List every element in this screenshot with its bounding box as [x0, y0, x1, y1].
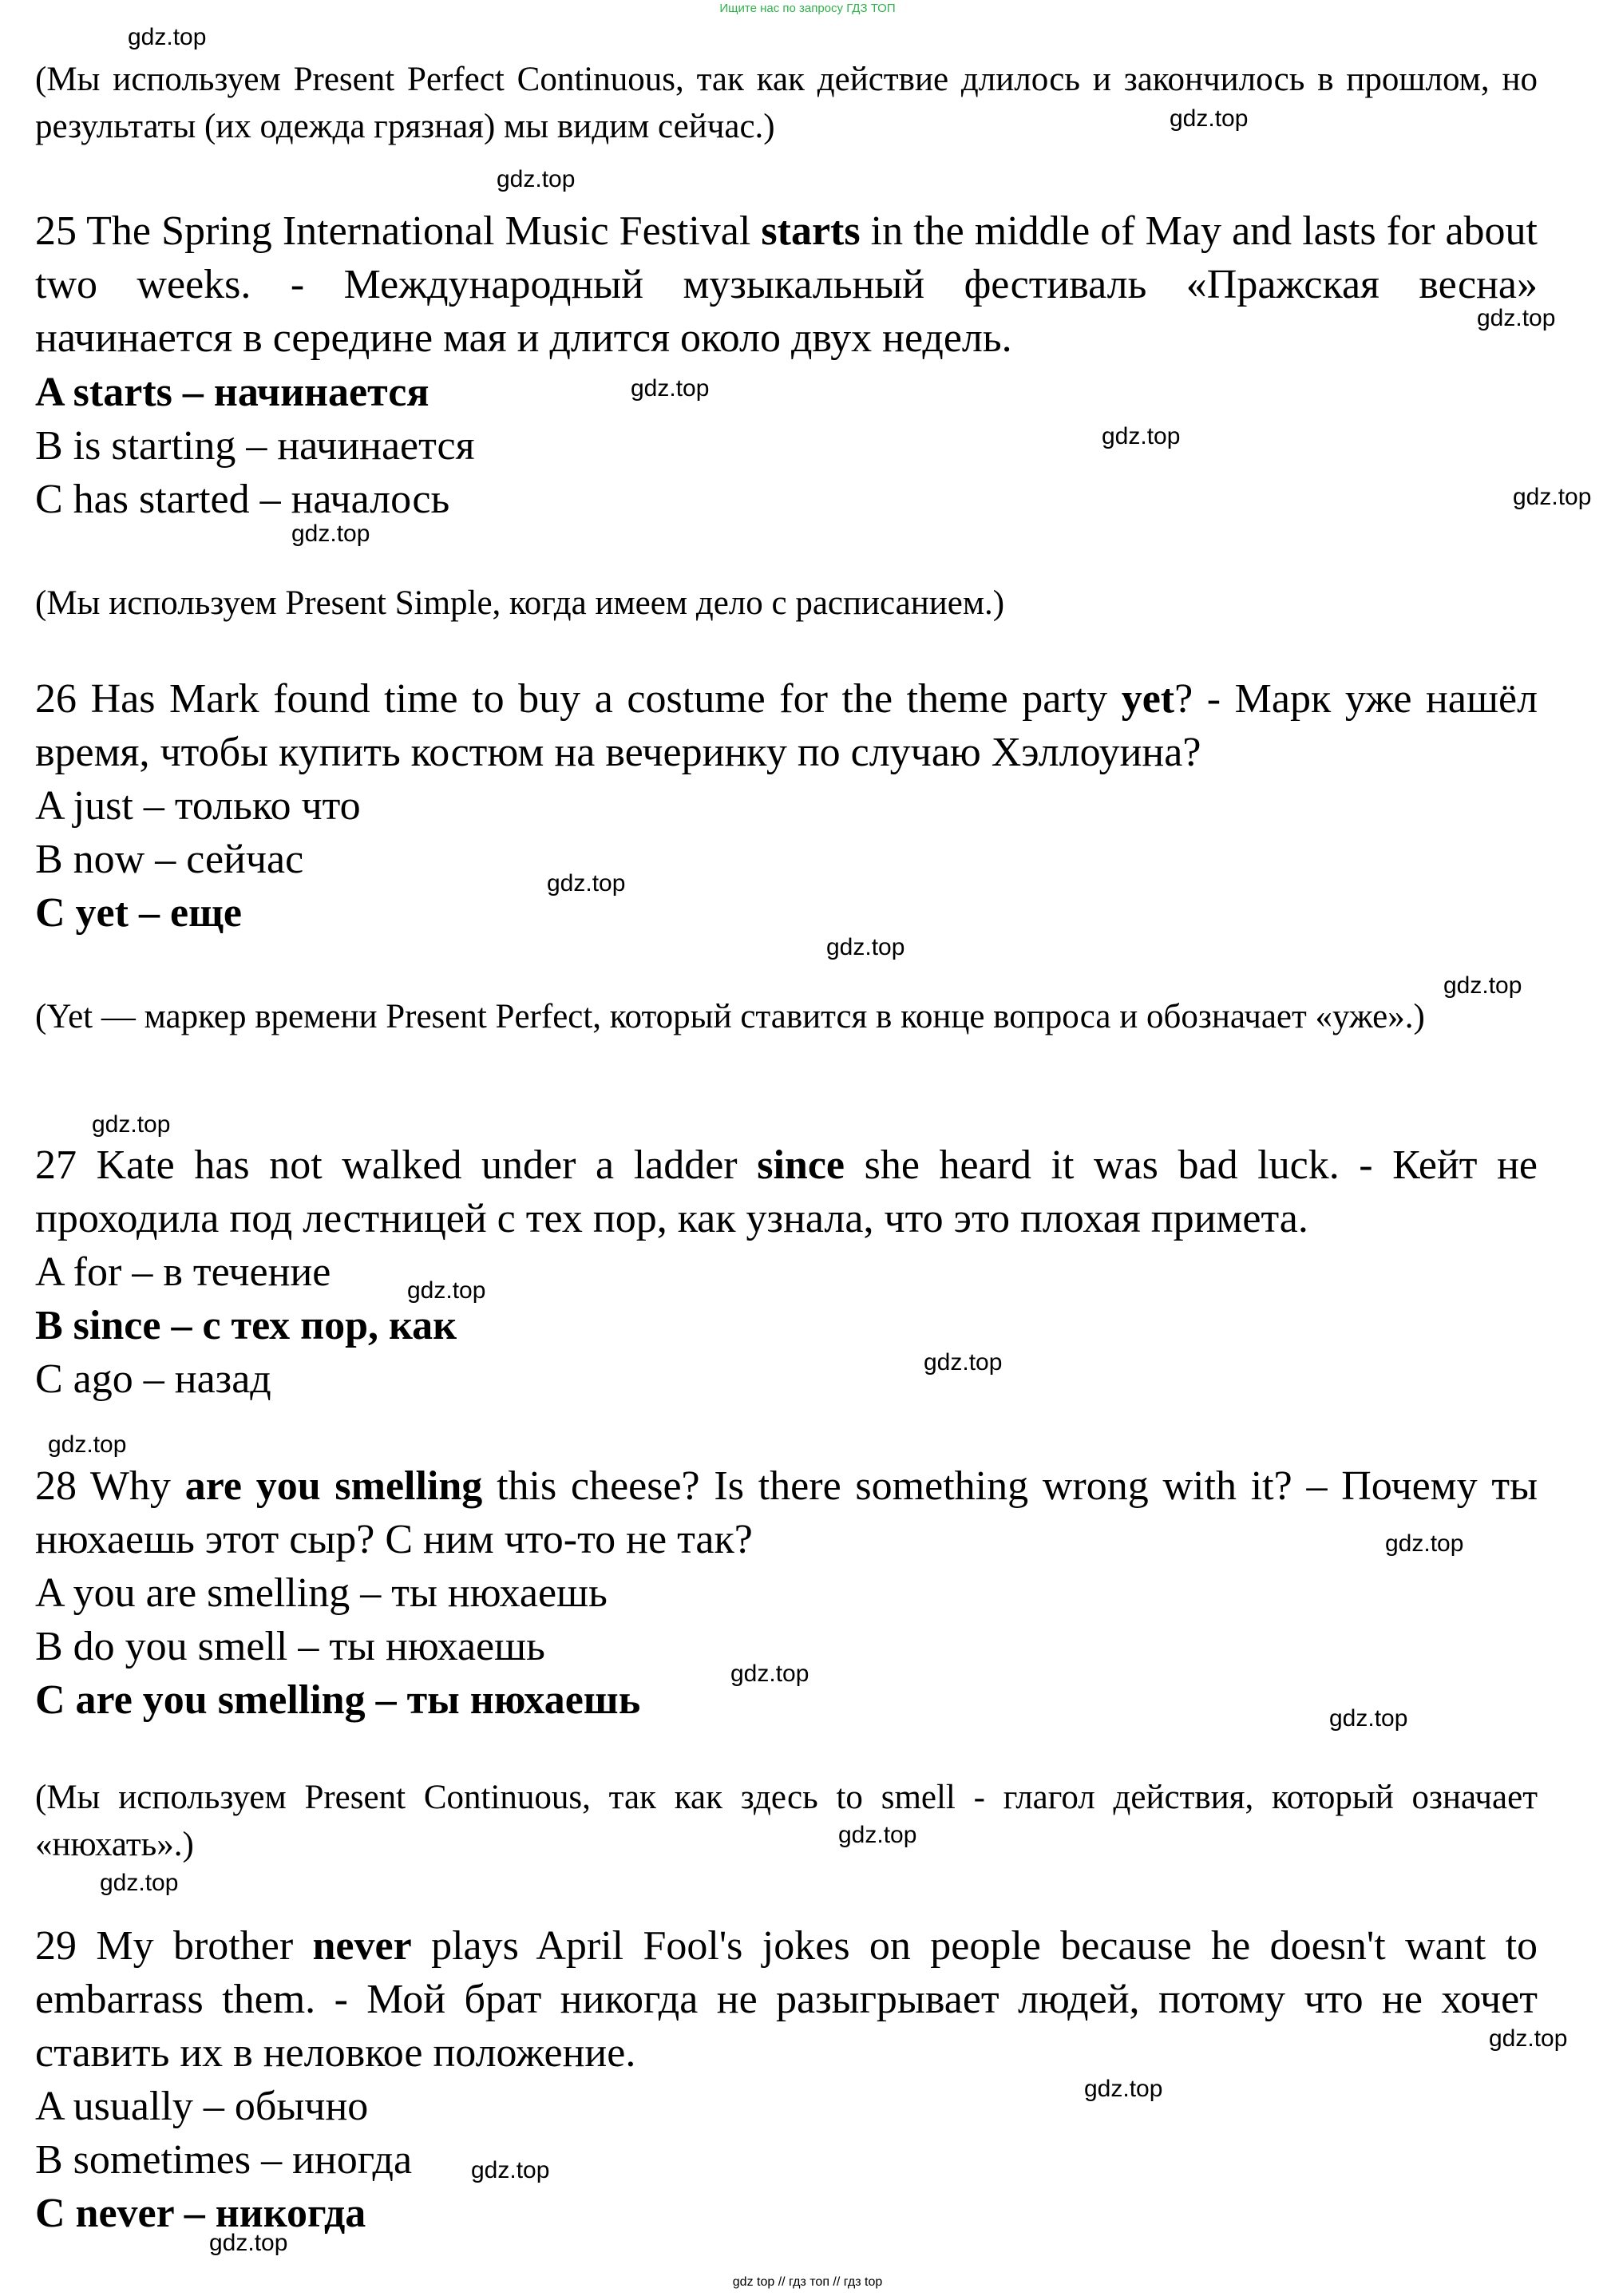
question-text-after: in the middle of May and lasts for about two weeks. - Международный музыкальный фестиваль «Пражская весна» начинается в середине мая и длится около двух недель.: [35, 208, 1538, 361]
watermark: gdz.top: [1329, 1705, 1408, 1732]
watermark: gdz.top: [730, 1661, 809, 1687]
question-text-before: Why: [89, 1463, 171, 1509]
watermark: gdz.top: [48, 1431, 127, 1458]
watermark: gdz.top: [631, 375, 710, 402]
question-text-before: My brother: [96, 1923, 294, 1969]
option-c: C never – никогда: [35, 2191, 366, 2236]
question-keyword: are you smelling: [184, 1463, 483, 1509]
watermark: gdz.top: [826, 934, 905, 960]
option-a: A just – только что: [35, 783, 361, 829]
option-a: A for – в течение: [35, 1249, 331, 1295]
option-c: C are you smelling – ты нюхаешь: [35, 1677, 641, 1723]
question-text-before: Kate has not walked under a ladder: [96, 1142, 738, 1188]
question-25: [35, 204, 1538, 365]
watermark: gdz.top: [471, 2157, 550, 2183]
watermark: gdz.top: [1513, 484, 1592, 510]
note-28: (Мы используем Present Continuous, так как здесь to smell - глагол действия, который означает «нюхать».): [35, 1779, 1538, 1863]
watermark: gdz.top: [92, 1111, 171, 1138]
question-keyword: starts: [761, 208, 861, 254]
question-text-before: The Spring International Music Festival: [86, 208, 751, 254]
watermark: gdz.top: [407, 1277, 486, 1304]
question-text-before: Has Mark found time to buy a costume for the theme party: [90, 676, 1108, 722]
option-b: B do you smell – ты нюхаешь: [35, 1624, 545, 1669]
watermark: gdz.top: [497, 166, 576, 192]
question-text-after: this cheese? Is there something wrong with it? – Почему ты нюхаешь этот сыр? С ним что-то не так?: [35, 1463, 1538, 1562]
question-text-after: ? - Марк уже нашёл время, чтобы купить костюм на вечеринку по случаю Хэллоуина?: [35, 676, 1538, 775]
watermark: gdz.top: [924, 1349, 1003, 1376]
question-27: [35, 1138, 1538, 1245]
question-number: 26: [35, 676, 77, 722]
question-text-after: plays April Fool's jokes on people because he doesn't want to embarrass them. - Мой брат никогда не разыгрывает людей, потому что не хочет ставить их в неловкое положение.: [35, 1923, 1538, 2076]
question-keyword: since: [757, 1142, 845, 1188]
question-26: [35, 672, 1538, 779]
watermark: gdz.top: [1385, 1530, 1464, 1557]
note-26: (Yet — маркер времени Present Perfect, который ставится в конце вопроса и обозначает «уже».): [35, 998, 1425, 1035]
question-29: [35, 1919, 1538, 2080]
option-b: B is starting – начинается: [35, 423, 475, 469]
question-text-after: she heard it was bad luck. - Кейт не проходила под лестницей с тех пор, как узнала, что это плохая примета.: [35, 1142, 1538, 1241]
watermark: gdz.top: [547, 870, 626, 897]
watermark: gdz.top: [209, 2230, 288, 2256]
question-number: 28: [35, 1463, 77, 1509]
watermark: gdz.top: [1477, 305, 1556, 331]
question-28: [35, 1459, 1538, 1566]
question-number: 29: [35, 1923, 77, 1969]
watermark: gdz.top: [100, 1870, 179, 1896]
watermark: gdz.top: [291, 521, 370, 547]
question-number: 27: [35, 1142, 77, 1188]
question-number: 25: [35, 208, 77, 254]
question-keyword: yet: [1121, 676, 1175, 722]
option-b: B sometimes – иногда: [35, 2137, 413, 2183]
watermark: gdz.top: [838, 1822, 917, 1848]
watermark: gdz.top: [1084, 2076, 1163, 2102]
option-a: A starts – начинается: [35, 370, 429, 415]
option-b: B now – сейчас: [35, 837, 304, 882]
intro-note: (Мы используем Present Perfect Continuous, так как действие длилось и закончилось в прошлом, но результаты (их одежда грязная) мы видим сейчас.): [35, 61, 1538, 145]
watermark: gdz.top: [1443, 972, 1522, 999]
option-a: A usually – обычно: [35, 2084, 369, 2129]
watermark: gdz.top: [1102, 423, 1181, 449]
option-b: B since – с тех пор, как: [35, 1303, 457, 1348]
footer: gdz top // гдз топ // гдз top: [732, 2275, 883, 2289]
watermark: gdz.top: [1170, 105, 1249, 132]
option-c: C ago – назад: [35, 1356, 271, 1402]
watermark: gdz.top: [1489, 2025, 1568, 2052]
watermark: gdz.top: [128, 24, 207, 50]
option-a: A you are smelling – ты нюхаешь: [35, 1570, 608, 1616]
top-banner: Ищите нас по запросу ГДЗ ТОП: [719, 2, 896, 15]
note-25: (Мы используем Present Simple, когда имеем дело с расписанием.): [35, 584, 1005, 622]
option-c: C yet – еще: [35, 890, 243, 936]
option-c: C has started – началось: [35, 477, 450, 522]
question-keyword: never: [312, 1923, 412, 1969]
